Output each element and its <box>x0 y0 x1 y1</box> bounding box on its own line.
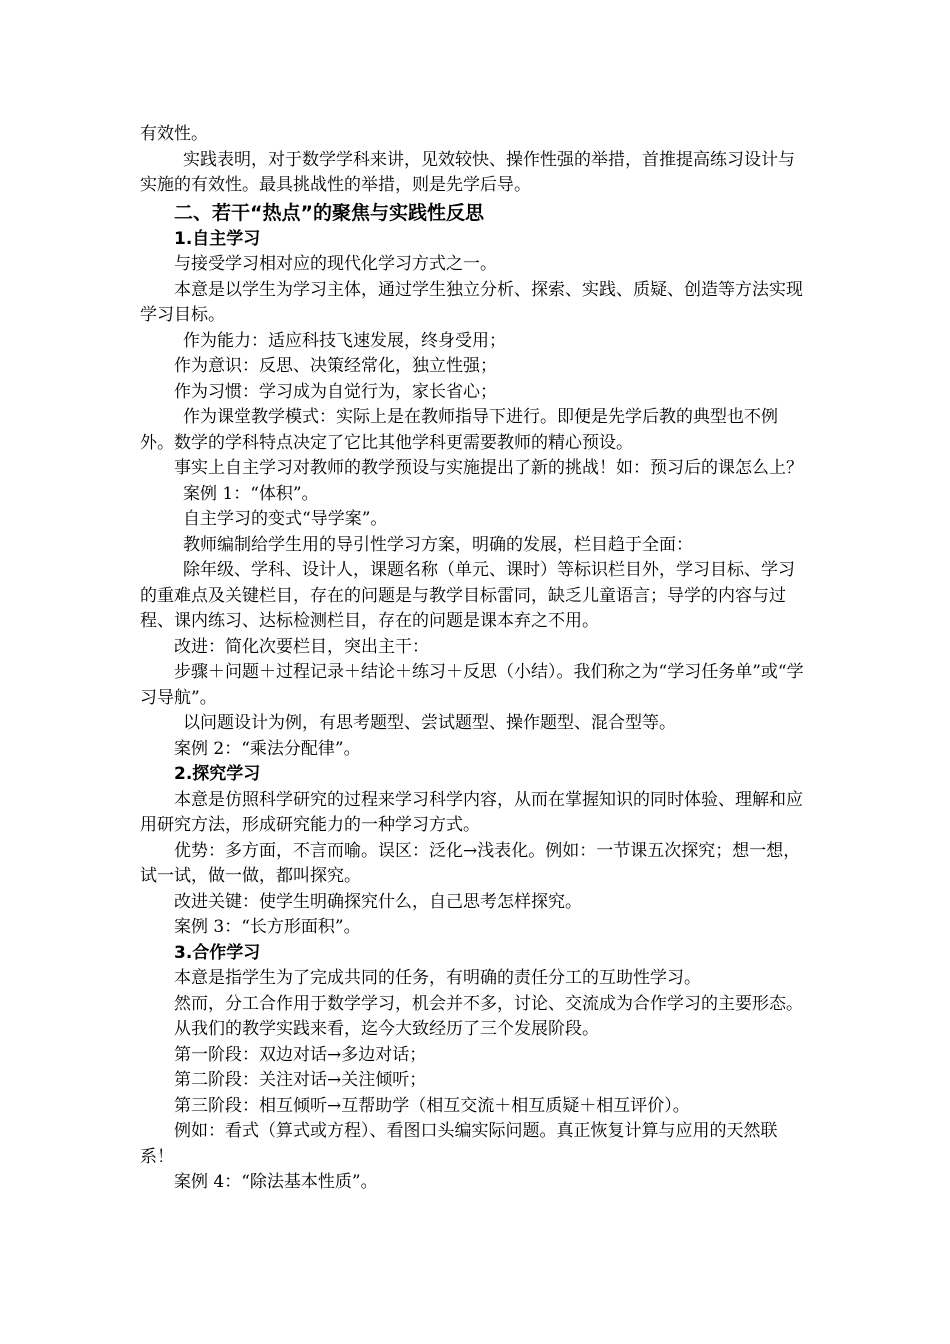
paragraph-text: 有效性。 <box>140 124 208 144</box>
paragraph-text: 本意是以学生为学习主体，通过学生独立分析、探索、实践、质疑、创造等方法实现学习目标。 <box>140 279 803 325</box>
paragraph-text: 改进关键：使学生明确探究什么，自己思考怎样探究。 <box>174 891 582 912</box>
paragraph-text: 第一阶段：双边对话→多边对话； <box>174 1044 427 1065</box>
document-body <box>140 122 810 1196</box>
paragraph-text: 作为能力：适应科技飞速发展，终身受用； <box>183 330 506 351</box>
paragraph-text: 教师编制给学生用的导引性学习方案，明确的发展，栏目趋于全面： <box>183 534 693 555</box>
subsection-heading: 1.自主学习 <box>174 228 261 249</box>
paragraph-text: 案例 1：“体积”。 <box>183 483 319 504</box>
paragraph-text: 第三阶段：相互倾听→互帮助学（相互交流＋相互质疑＋相互评价）。 <box>174 1095 690 1116</box>
paragraph-text: 本意是仿照科学研究的过程来学习科学内容，从而在掌握知识的同时体验、理解和应用研究方法，形成研究能力的一种学习方式。 <box>140 789 803 835</box>
paragraph-text: 除年级、学科、设计人，课题名称（单元、课时）等标识栏目外，学习目标、学习的重难点及关键栏目，存在的问题是与教学目标雷同，缺乏儿童语言；导学的内容与过程、课内练习、达标检测栏目，存在的问题是课本弃之不用。 <box>140 560 795 631</box>
paragraph-text: 案例 4：“除法基本性质”。 <box>174 1172 378 1192</box>
paragraph-text: 与接受学习相对应的现代化学习方式之一。 <box>174 254 497 274</box>
paragraph-text: 作为习惯：学习成为自觉行为，家长省心； <box>174 381 497 402</box>
subsection-heading: 3.合作学习 <box>174 942 261 963</box>
paragraph-text: 例如：看式（算式或方程）、看图口头编实际问题。真正恢复计算与应用的天然联系！ <box>140 1121 778 1167</box>
paragraph-text: 改进：简化次要栏目，突出主干： <box>174 636 429 657</box>
paragraph-text: 案例 2：“乘法分配律”。 <box>174 738 361 759</box>
subsection-heading: 2.探究学习 <box>174 764 261 784</box>
paragraph-text: 自主学习的变式“导学案”。 <box>183 509 388 529</box>
paragraph-text: 以问题设计为例，有思考题型、尝试题型、操作题型、混合型等。 <box>183 713 676 733</box>
paragraph-text: 作为意识：反思、决策经常化，独立性强； <box>174 356 497 376</box>
paragraph-text: 第二阶段：关注对话→关注倾听； <box>174 1070 427 1090</box>
section-heading: 二、若干“热点”的聚焦与实践性反思 <box>174 201 484 224</box>
paragraph-text: 作为课堂教学模式：实际上是在教师指导下进行。即便是先学后教的典型也不例外。数学的学科特点决定了它比其他学科更需要教师的精心预设。 <box>140 407 778 453</box>
paragraph-text: 案例 3：“长方形面积”。 <box>174 917 361 937</box>
paragraph-text: 本意是指学生为了完成共同的任务，有明确的责任分工的互助性学习。 <box>174 968 701 988</box>
paragraph-text: 步骤＋问题＋过程记录＋结论＋练习＋反思（小结）。我们称之为“学习任务单”或“学习导航”。 <box>140 662 804 708</box>
paragraph-text: 事实上自主学习对教师的教学预设与实施提出了新的挑战！如：预习后的课怎么上？ <box>174 458 803 478</box>
paragraph-text: 优势：多方面，不言而喻。误区：泛化→浅表化。例如：一节课五次探究；想一想，试一试，做一做，都叫探究。 <box>140 840 801 886</box>
paragraph-text: 然而，分工合作用于数学学习，机会并不多，讨论、交流成为合作学习的主要形态。 <box>174 993 803 1014</box>
paragraph-text: 实践表明，对于数学学科来讲，见效较快、操作性强的举措，首推提高练习设计与实施的有效性。最具挑战性的举措，则是先学后导。 <box>140 149 795 195</box>
paragraph-text: 从我们的教学实践来看，迄今大致经历了三个发展阶段。 <box>174 1019 599 1039</box>
